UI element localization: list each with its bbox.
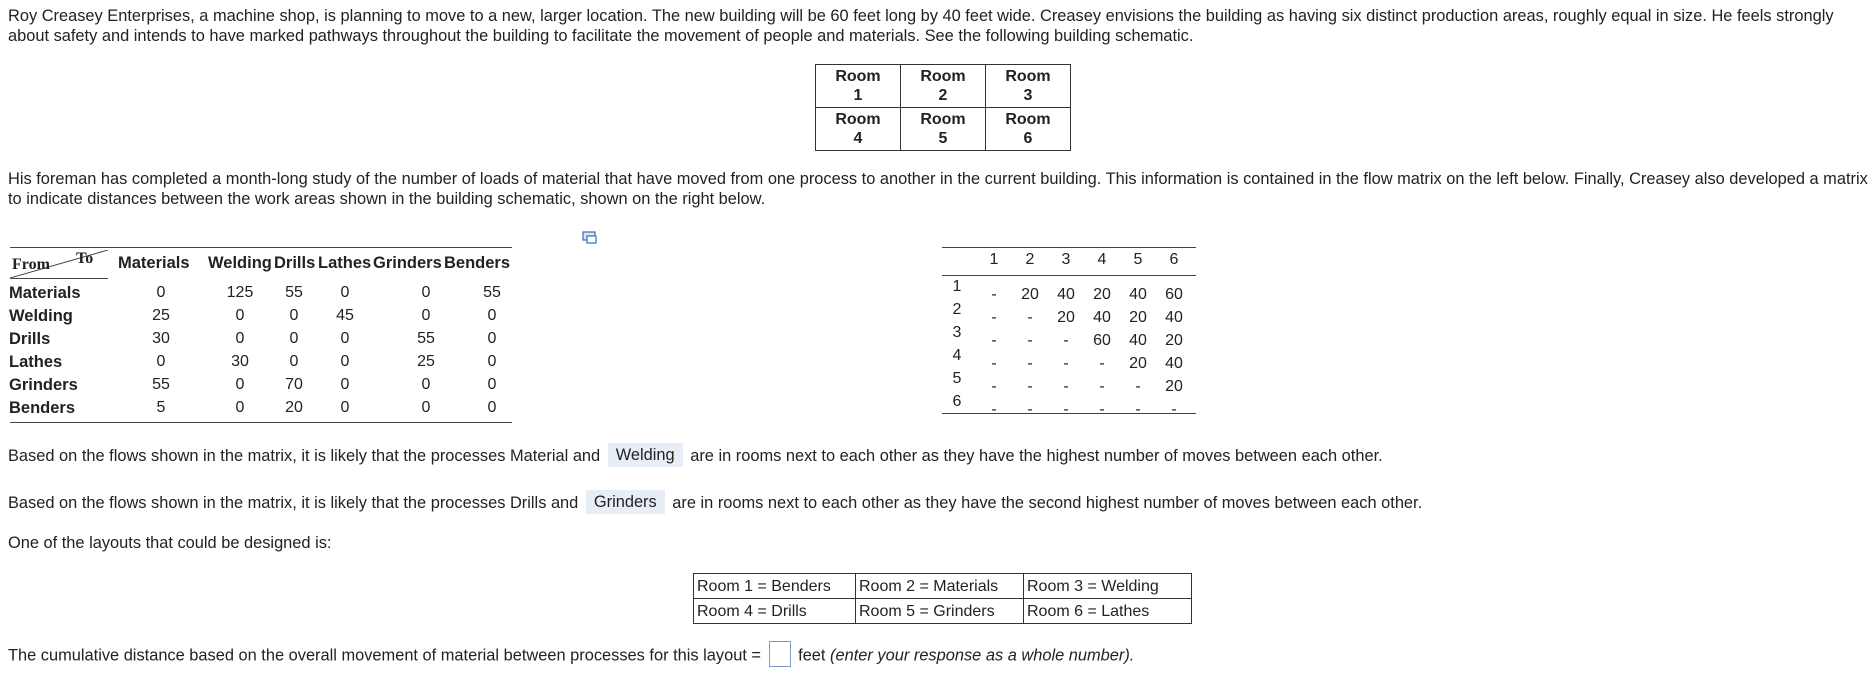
flow-cell: 0 bbox=[156, 284, 166, 301]
distance-cell: - bbox=[1027, 332, 1033, 349]
flow-row-label: Welding bbox=[9, 307, 73, 325]
distance-cell: - bbox=[991, 401, 997, 418]
flow-matrix-top-rule bbox=[10, 247, 512, 248]
flow-cell: 0 bbox=[156, 353, 166, 370]
building-schematic bbox=[815, 64, 1071, 151]
distance-cell: 40 bbox=[1129, 332, 1147, 349]
distance-row-label: 1 bbox=[952, 278, 962, 295]
q2-text-before: Based on the flows shown in the matrix, it is likely that the processes Drills and bbox=[8, 494, 579, 512]
flow-col-welding: Welding bbox=[208, 254, 272, 272]
flow-matrix-bottom-rule bbox=[10, 422, 512, 423]
q3-unit: feet bbox=[798, 646, 826, 665]
flow-cell: 0 bbox=[421, 284, 431, 301]
q1-text-before: Based on the flows shown in the matrix, it is likely that the processes Material and bbox=[8, 447, 601, 465]
flow-cell: 55 bbox=[483, 284, 501, 301]
flow-cell: 25 bbox=[152, 307, 170, 324]
flow-cell: 0 bbox=[487, 376, 497, 393]
distance-cell: - bbox=[1027, 309, 1033, 326]
flow-row-label: Benders bbox=[9, 399, 76, 417]
q1-text-after: are in rooms next to each other as they have the highest number of moves between each other. bbox=[690, 447, 1383, 465]
flow-cell: 55 bbox=[152, 376, 170, 393]
distance-col-header: 2 bbox=[1025, 251, 1035, 268]
flow-row-label: Drills bbox=[9, 330, 51, 348]
distance-col-header: 4 bbox=[1097, 251, 1107, 268]
distance-cell: 20 bbox=[1093, 286, 1111, 303]
layout-room-5: Room 5 = Grinders bbox=[856, 599, 1024, 624]
flow-cell: 0 bbox=[487, 307, 497, 324]
distance-col-header: 6 bbox=[1169, 251, 1179, 268]
flow-cell: 0 bbox=[235, 376, 245, 393]
schematic-room-2: Room 2 bbox=[901, 65, 986, 108]
flow-cell: 0 bbox=[487, 353, 497, 370]
flow-col-drills: Drills bbox=[274, 254, 316, 272]
layout-room-6: Room 6 = Lathes bbox=[1024, 599, 1192, 624]
distance-cell: 40 bbox=[1093, 309, 1111, 326]
flow-cell: 0 bbox=[235, 399, 245, 416]
distance-cell: 60 bbox=[1165, 286, 1183, 303]
layout-room-2: Room 2 = Materials bbox=[856, 574, 1024, 599]
distance-cell: 20 bbox=[1021, 286, 1039, 303]
distance-cell: 20 bbox=[1165, 332, 1183, 349]
distance-cell: - bbox=[1063, 332, 1069, 349]
question-3 bbox=[8, 643, 1134, 669]
flow-cell: 0 bbox=[289, 353, 299, 370]
flow-col-grinders: Grinders bbox=[373, 254, 442, 272]
distance-matrix-top-rule bbox=[942, 247, 1196, 248]
q1-answer-dropdown[interactable]: Welding bbox=[608, 443, 683, 467]
layout-room-4: Room 4 = Drills bbox=[694, 599, 856, 624]
distance-cell: - bbox=[991, 286, 997, 303]
distance-row-label: 6 bbox=[952, 393, 962, 410]
flow-cell: 0 bbox=[340, 399, 350, 416]
flow-cell: 0 bbox=[340, 376, 350, 393]
schematic-room-4: Room 4 bbox=[816, 108, 901, 151]
flow-cell: 20 bbox=[285, 399, 303, 416]
distance-row-label: 5 bbox=[952, 370, 962, 387]
question-1 bbox=[8, 444, 1383, 468]
distance-cell: 20 bbox=[1129, 355, 1147, 372]
q2-text-after: are in rooms next to each other as they have the second highest number of moves between each other. bbox=[672, 494, 1423, 512]
flow-col-materials: Materials bbox=[118, 254, 190, 272]
distance-cell: - bbox=[1099, 355, 1105, 372]
flow-cell: 0 bbox=[487, 330, 497, 347]
flow-cell: 70 bbox=[285, 376, 303, 393]
distance-row-label: 4 bbox=[952, 347, 962, 364]
flow-col-benders: Benders bbox=[444, 254, 511, 272]
flow-row-label: Grinders bbox=[9, 376, 78, 394]
distance-cell: - bbox=[991, 378, 997, 395]
distance-col-header: 1 bbox=[989, 251, 999, 268]
schematic-room-6: Room 6 bbox=[986, 108, 1071, 151]
cumulative-distance-input[interactable] bbox=[769, 641, 791, 667]
layout-room-3: Room 3 = Welding bbox=[1024, 574, 1192, 599]
flow-cell: 0 bbox=[421, 307, 431, 324]
schematic-room-3: Room 3 bbox=[986, 65, 1071, 108]
distance-cell: - bbox=[991, 355, 997, 372]
layout-intro: One of the layouts that could be designed is: bbox=[8, 534, 332, 552]
distance-cell: 40 bbox=[1165, 309, 1183, 326]
question-2 bbox=[8, 491, 1422, 515]
distance-cell: - bbox=[1063, 378, 1069, 395]
distance-col-header: 3 bbox=[1061, 251, 1071, 268]
distance-cell: - bbox=[1099, 401, 1105, 418]
distance-matrix-header-rule bbox=[942, 275, 1196, 276]
distance-cell: - bbox=[1063, 401, 1069, 418]
flow-cell: 30 bbox=[231, 353, 249, 370]
distance-row-label: 2 bbox=[952, 301, 962, 318]
flow-from-label: From bbox=[12, 256, 50, 273]
distance-cell: - bbox=[1027, 355, 1033, 372]
layout-table bbox=[693, 573, 1192, 624]
popout-icon[interactable] bbox=[582, 230, 597, 249]
flow-to-label: To bbox=[76, 250, 94, 267]
flow-cell: 0 bbox=[340, 284, 350, 301]
flow-cell: 0 bbox=[340, 353, 350, 370]
flow-cell: 0 bbox=[340, 330, 350, 347]
distance-cell: - bbox=[1027, 378, 1033, 395]
distance-cell: - bbox=[991, 332, 997, 349]
schematic-room-1: Room 1 bbox=[816, 65, 901, 108]
distance-cell: - bbox=[1063, 355, 1069, 372]
flow-col-lathes: Lathes bbox=[318, 254, 372, 272]
flow-cell: 125 bbox=[226, 284, 254, 301]
q3-hint: (enter your response as a whole number). bbox=[830, 646, 1135, 665]
flow-cell: 55 bbox=[285, 284, 303, 301]
distance-cell: 40 bbox=[1057, 286, 1075, 303]
distance-col-header: 5 bbox=[1133, 251, 1143, 268]
distance-cell: 40 bbox=[1165, 355, 1183, 372]
distance-cell: 40 bbox=[1129, 286, 1147, 303]
q2-answer-dropdown[interactable]: Grinders bbox=[586, 490, 665, 514]
flow-cell: 0 bbox=[289, 307, 299, 324]
intro-paragraph: Roy Creasey Enterprises, a machine shop, is planning to move to a new, larger location. The new building will be 60 feet long by 40 feet wide. Creasey envisions the building as having six distinct production areas, roughly equal in size. He feels strongly about safety and intends to have marked pathways throughout the building to facilitate the movement of people and materials. See the following building schematic. bbox=[8, 7, 1834, 45]
distance-cell: - bbox=[1027, 401, 1033, 418]
schematic-room-5: Room 5 bbox=[901, 108, 986, 151]
distance-cell: 20 bbox=[1057, 309, 1075, 326]
flow-cell: 0 bbox=[235, 330, 245, 347]
flow-row-label: Lathes bbox=[9, 353, 63, 371]
distance-cell: - bbox=[1135, 401, 1141, 418]
flow-cell: 0 bbox=[421, 376, 431, 393]
flow-cell: 45 bbox=[336, 307, 354, 324]
distance-cell: - bbox=[991, 309, 997, 326]
distance-cell: - bbox=[1099, 378, 1105, 395]
flow-matrix-header-rule bbox=[10, 278, 108, 279]
distance-cell: 20 bbox=[1129, 309, 1147, 326]
distance-cell: 20 bbox=[1165, 378, 1183, 395]
distance-cell: - bbox=[1135, 378, 1141, 395]
flow-cell: 30 bbox=[152, 330, 170, 347]
layout-room-1: Room 1 = Benders bbox=[694, 574, 856, 599]
flow-cell: 5 bbox=[156, 399, 166, 416]
distance-row-label: 3 bbox=[952, 324, 962, 341]
flow-row-label: Materials bbox=[9, 284, 81, 302]
study-paragraph: His foreman has completed a month-long study of the number of loads of material that have moved from one process to another in the current building. This information is contained in the flow matrix on the left below. Finally, Creasey also developed a matrix to indicate distances between the work areas shown in the building schematic, shown on the right below. bbox=[8, 170, 1868, 208]
distance-cell: - bbox=[1171, 401, 1177, 418]
flow-cell: 25 bbox=[417, 353, 435, 370]
flow-cell: 0 bbox=[289, 330, 299, 347]
flow-cell: 55 bbox=[417, 330, 435, 347]
distance-cell: 60 bbox=[1093, 332, 1111, 349]
flow-cell: 0 bbox=[421, 399, 431, 416]
flow-cell: 0 bbox=[235, 307, 245, 324]
q3-text-before: The cumulative distance based on the overall movement of material between processes for this layout = bbox=[8, 646, 762, 665]
flow-cell: 0 bbox=[487, 399, 497, 416]
